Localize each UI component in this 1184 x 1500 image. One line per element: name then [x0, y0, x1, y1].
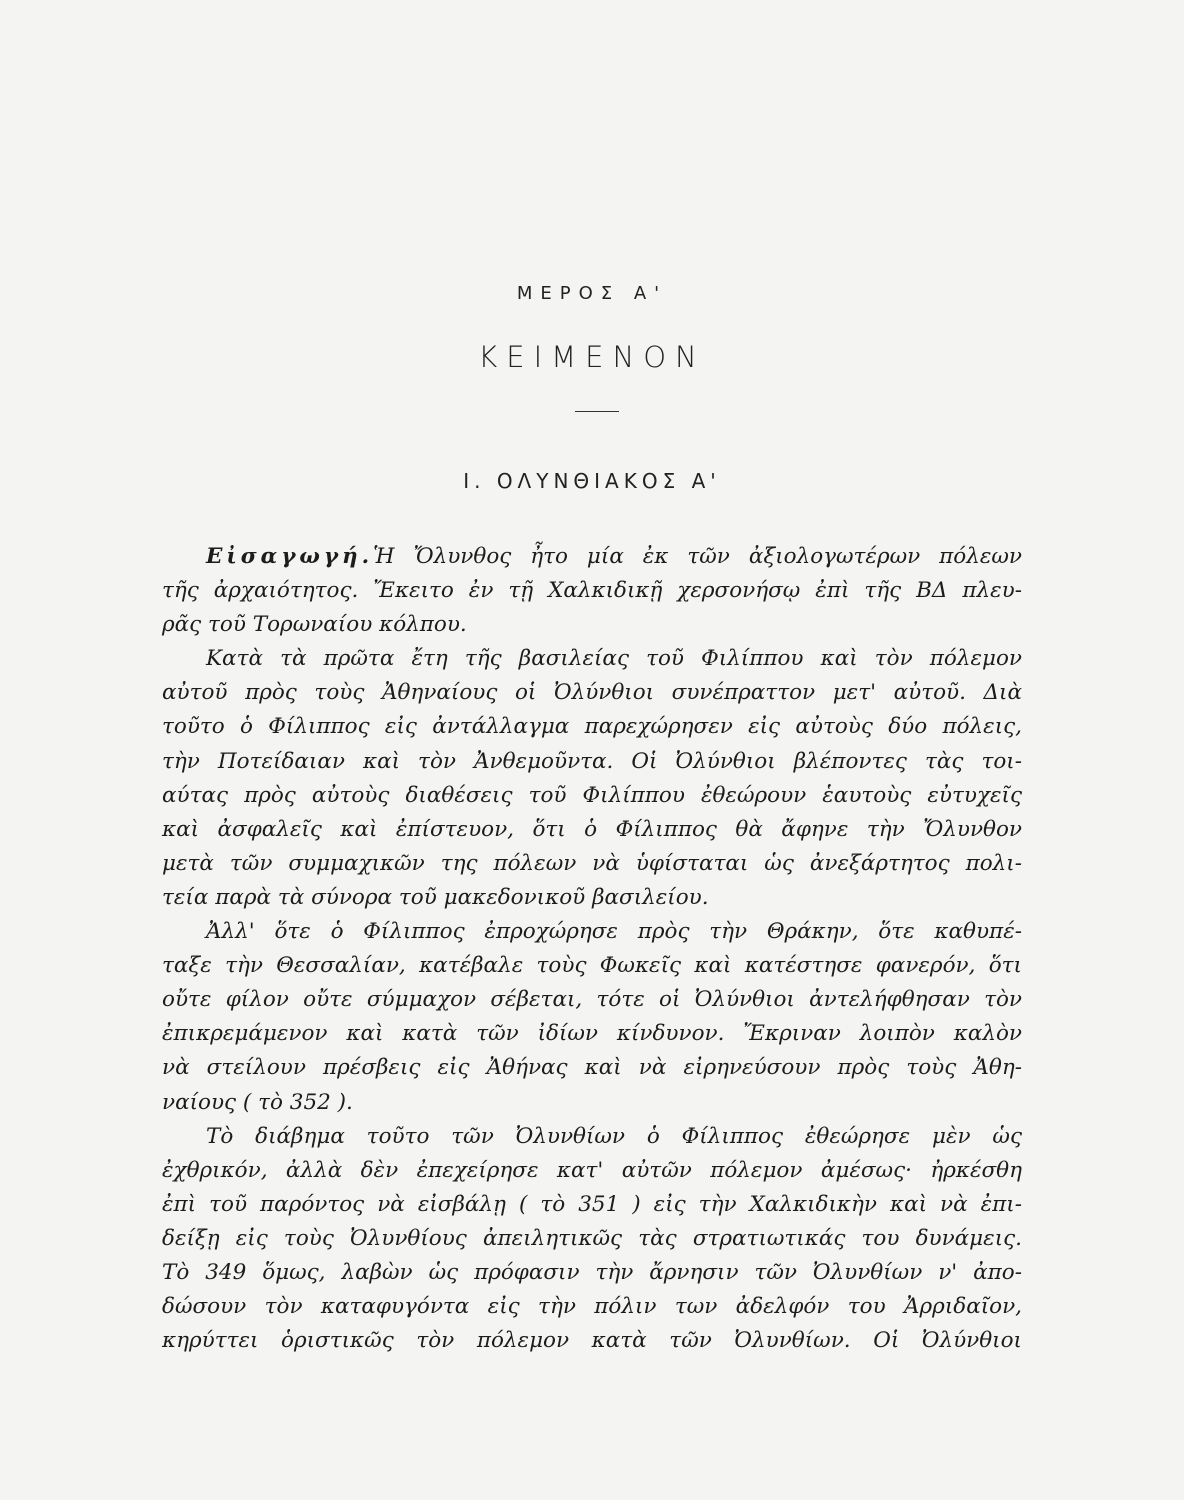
text-line: τῆς ἀρχαιότητος. Ἔκειτο ἐν τῇ Χαλκιδικῇ χερσονήσῳ ἐπὶ τῆς ΒΔ πλευ- — [162, 578, 1022, 604]
text-line: νὰ στείλουν πρέσβεις εἰς Ἀθήνας καὶ νὰ εἰρηνεύσουν πρὸς τοὺς Ἀθη- — [162, 1055, 1022, 1081]
text-line: Εἰσαγωγή.Ἡ Ὄλυνθος ἦτο μία ἐκ τῶν ἀξιολογωτέρων πόλεων — [206, 544, 1022, 569]
text-line: Κατὰ τὰ πρῶτα ἔτη τῆς βασιλείας τοῦ Φιλίππου καὶ τὸν πόλεμον — [206, 646, 1022, 672]
part-heading: ΜΕΡΟΣ Α' — [516, 283, 668, 304]
text-line: αύτας πρὸς αὐτοὺς διαθέσεις τοῦ Φιλίππου ἐθεώρουν ἑαυτοὺς εὐτυχεῖς — [162, 782, 1022, 808]
text-line: ρᾶς τοῦ Τορωναίου κόλπου. — [162, 612, 467, 638]
body-text — [162, 540, 1022, 1358]
text-line: ἐχθρικόν, ἀλλὰ δὲν ἐπεχείρησε κατ' αὐτῶν πόλεμον ἀμέσως· ἠρκέσθη — [162, 1157, 1022, 1183]
main-title: ΚΕΙΜΕΝΟΝ — [478, 340, 706, 374]
intro-label: Εἰσαγωγή. — [206, 544, 374, 569]
text-line: οὔτε φίλον οὔτε σύμμαχον σέβεται, τότε οἱ Ὀλύνθιοι ἀντελήφθησαν τὸν — [162, 987, 1022, 1013]
text-line: δώσουν τὸν καταφυγόντα εἰς τὴν πόλιν των ἀδελφόν του Ἀρριδαῖον, — [162, 1294, 1022, 1320]
title-divider — [575, 411, 619, 412]
text-line: ἐπὶ τοῦ παρόντος νὰ εἰσβάλῃ ( τὸ 351 ) εἰς τὴν Χαλκιδικὴν καὶ νὰ ἐπι- — [162, 1191, 1022, 1217]
text-line: κηρύττει ὁριστικῶς τὸν πόλεμον κατὰ τῶν Ὀλυνθίων. Οἱ Ὀλύνθιοι — [162, 1328, 1022, 1354]
text-line: μετὰ τῶν συμμαχικῶν της πόλεων νὰ ὑφίσταται ὡς ἀνεξάρτητος πολι- — [162, 850, 1022, 876]
text-line: ταξε τὴν Θεσσαλίαν, κατέβαλε τοὺς Φωκεῖς καὶ κατέστησε φανερόν, ὅτι — [162, 953, 1022, 979]
text-line: δείξῃ εἰς τοὺς Ὀλυνθίους ἀπειλητικῶς τὰς στρατιωτικάς του δυνάμεις. — [162, 1225, 1022, 1251]
text-line: καὶ ἀσφαλεῖς καὶ ἐπίστευον, ὅτι ὁ Φίλιππος θὰ ἄφηνε τὴν Ὄλυνθον — [162, 816, 1022, 842]
section-heading: Ι. ΟΛΥΝΘΙΑΚΟΣ Α' — [463, 469, 721, 493]
text-line: Ἀλλ' ὅτε ὁ Φίλιππος ἐπροχώρησε πρὸς τὴν Θράκην, ὅτε καθυπέ- — [206, 919, 1022, 945]
text-line: ναίους ( τὸ 352 ). — [162, 1089, 353, 1115]
text-line: τὴν Ποτείδαιαν καὶ τὸν Ἀνθεμοῦντα. Οἱ Ὀλύνθιοι βλέποντες τὰς τοι- — [162, 748, 1022, 774]
text-line: Τὸ διάβημα τοῦτο τῶν Ὀλυνθίων ὁ Φίλιππος ἐθεώρησε μὲν ὡς — [206, 1123, 1022, 1149]
text-line: Τὸ 349 ὅμως, λαβὼν ὡς πρόφασιν τὴν ἄρνησιν τῶν Ὀλυνθίων ν' ἀπο- — [162, 1259, 1022, 1285]
text-line: τοῦτο ὁ Φίλιππος εἰς ἀντάλλαγμα παρεχώρησεν εἰς αὐτοὺς δύο πόλεις, — [162, 714, 1022, 740]
text-line: τεία παρὰ τὰ σύνορα τοῦ μακεδονικοῦ βασιλείου. — [162, 884, 709, 910]
text-line: αὐτοῦ πρὸς τοὺς Ἀθηναίους οἱ Ὀλύνθιοι συνέπραττον μετ' αὐτοῦ. Διὰ — [162, 680, 1022, 706]
text-line: ἐπικρεμάμενον καὶ κατὰ τῶν ἰδίων κίνδυνον. Ἔκριναν λοιπὸν καλὸν — [162, 1021, 1022, 1047]
